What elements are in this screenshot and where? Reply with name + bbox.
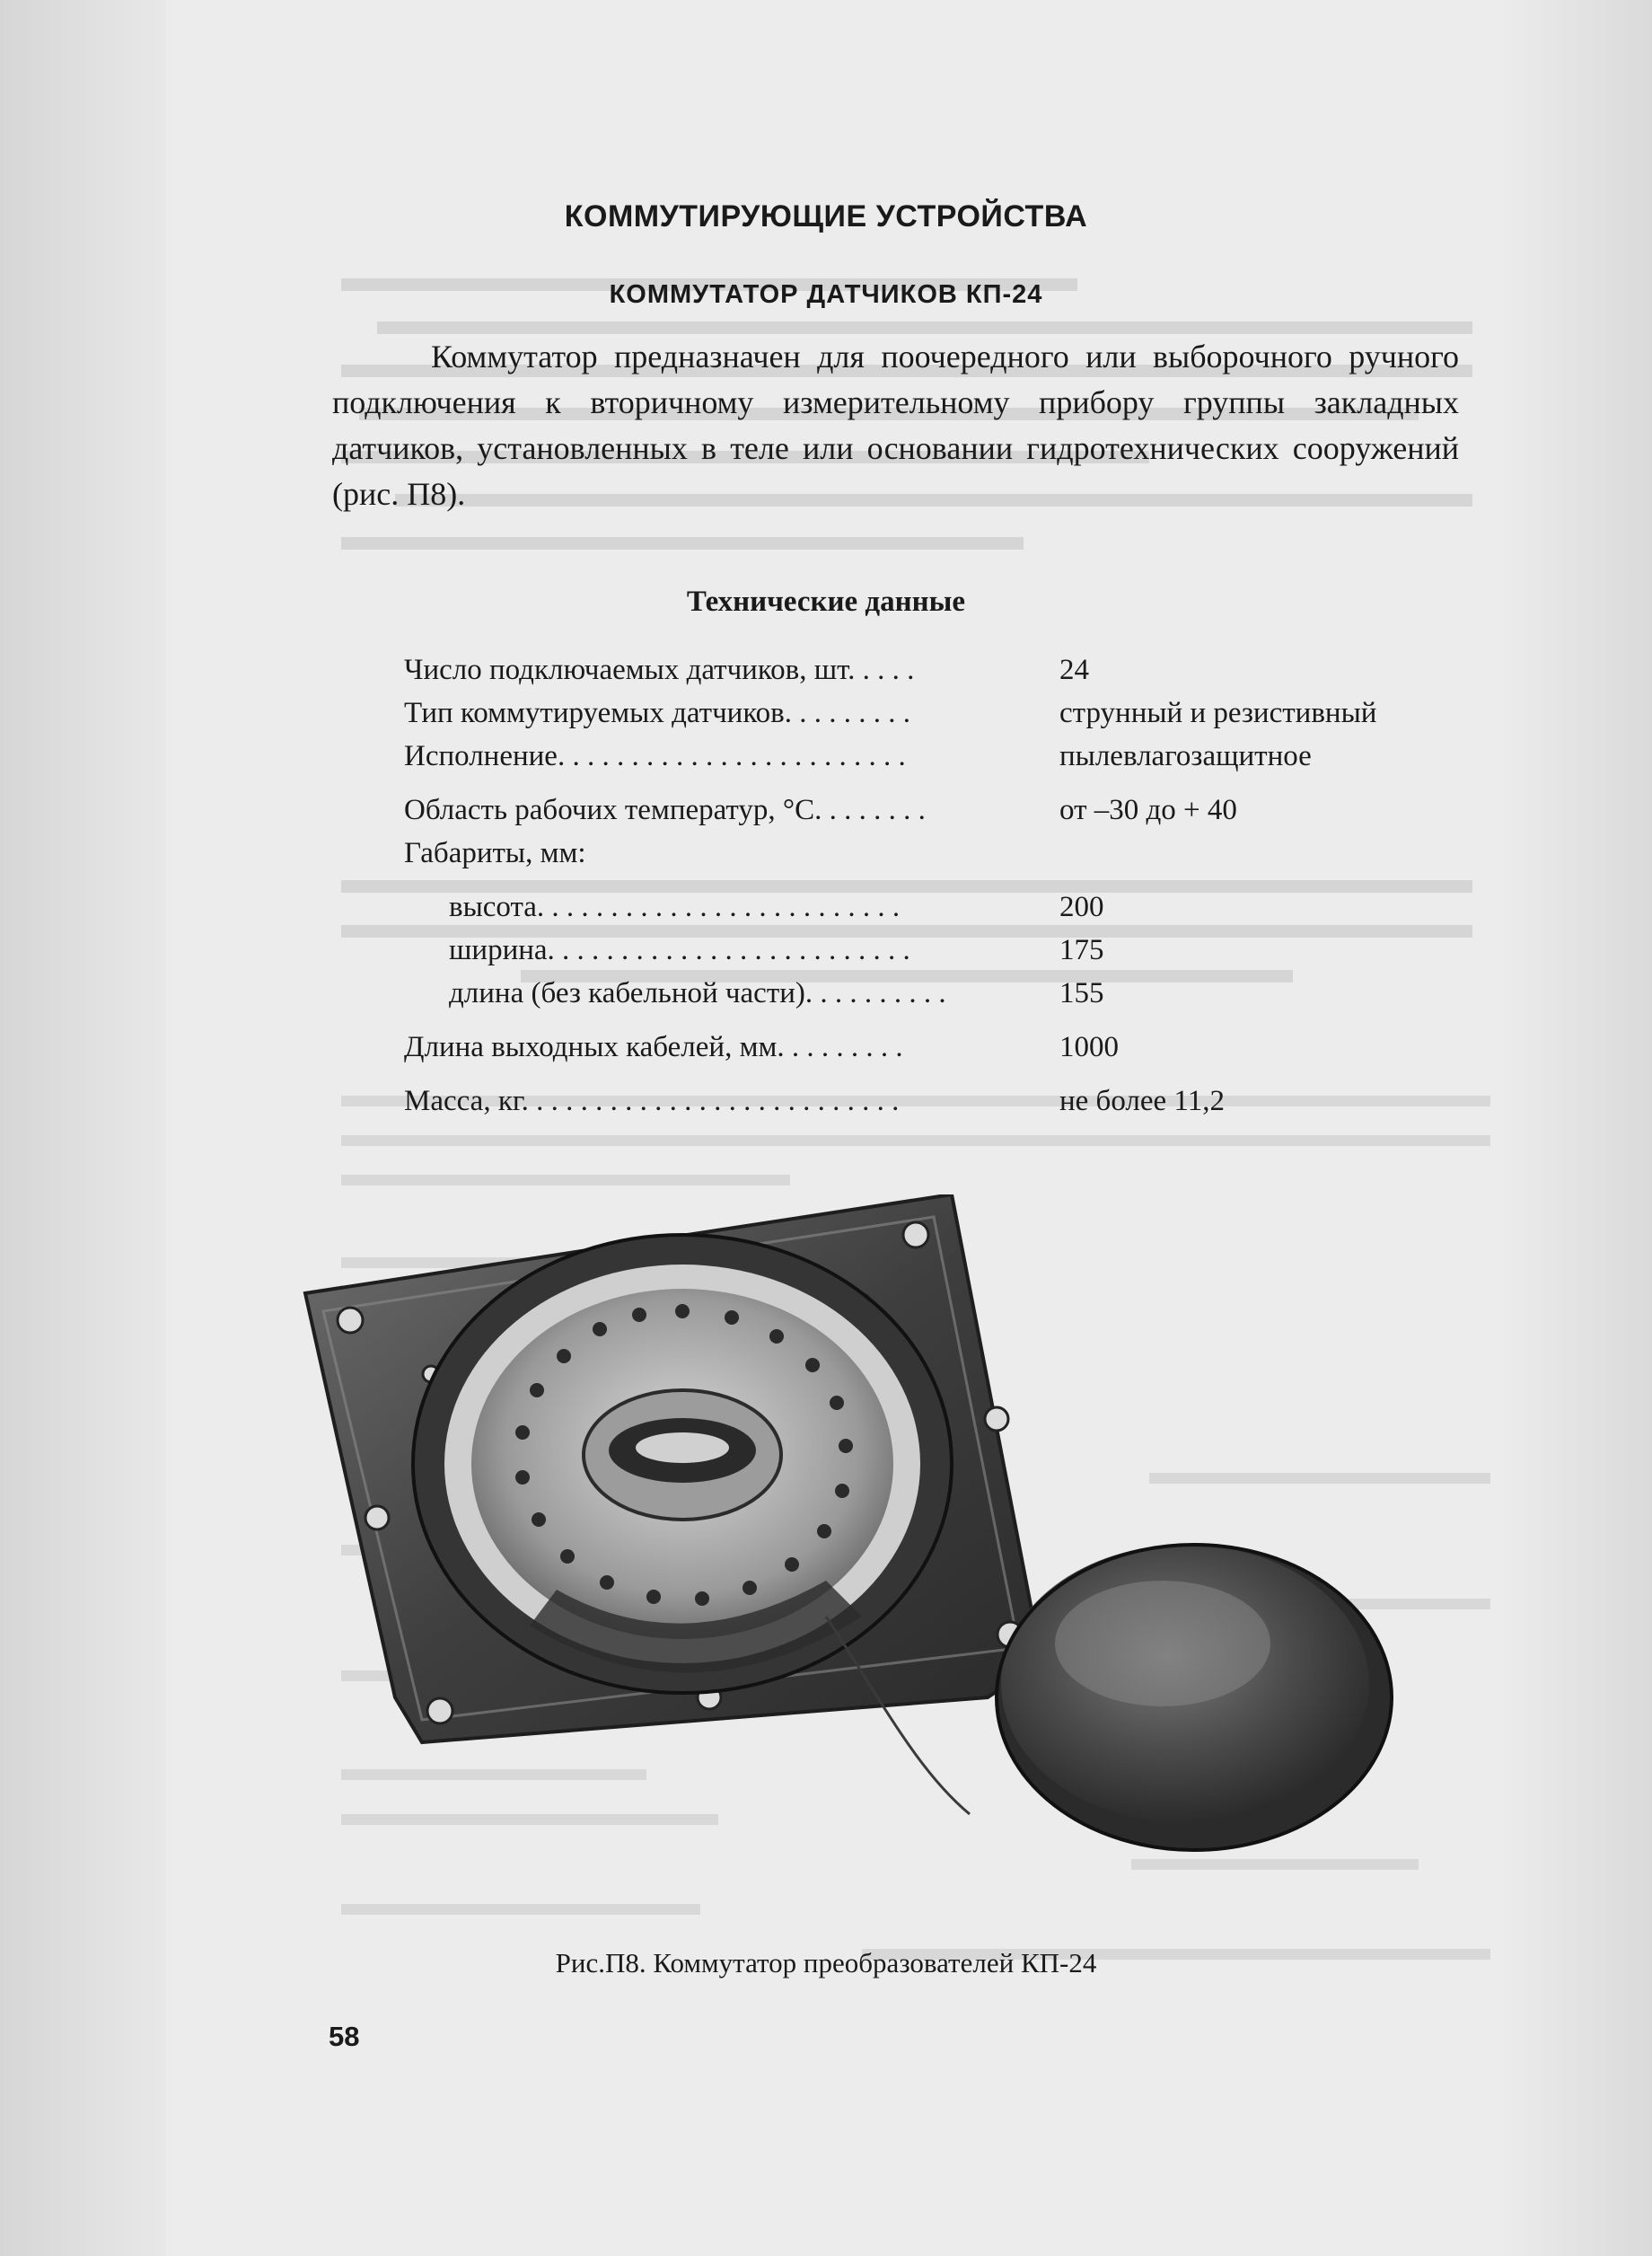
spec-value: 200 [1059,891,1104,923]
spec-row [404,648,1481,692]
spec-row [404,972,1481,1015]
spec-label: высота. . . . . . . . . . . . . . . . . . . . . . . . . [449,891,901,923]
scan-edge-left [0,0,166,2256]
spec-value: пылевлагозащитное [1059,740,1312,772]
page-number: 58 [329,2021,360,2052]
specs-list [404,648,1481,1123]
spec-row [404,1080,1481,1123]
spec-row [404,692,1481,735]
spec-label: Длина выходных кабелей, мм. . . . . . . . . [404,1031,903,1063]
device-title: КОММУТАТОР ДАТЧИКОВ КП-24 [609,280,1043,309]
device-photo [287,1194,1410,1940]
section-title: КОММУТИРУЮЩИЕ УСТРОЙСТВА [564,199,1088,234]
spec-value: 1000 [1059,1031,1119,1063]
spec-label: Тип коммутируемых датчиков. . . . . . . . . [404,697,911,729]
scan-edge-right [1499,0,1652,2256]
spec-label: Число подключаемых датчиков, шт. . . . . [404,654,915,686]
specs-heading: Технические данные [686,586,966,618]
spec-value: 24 [1059,654,1089,686]
spec-row [404,1026,1481,1069]
spec-label: Масса, кг. . . . . . . . . . . . . . . . . . . . . . . . . . [404,1085,900,1117]
spec-value: от –30 до + 40 [1059,794,1237,826]
spec-row [404,886,1481,929]
spec-value: 175 [1059,934,1104,966]
spec-row [404,929,1481,972]
switch-lid [997,1545,1392,1850]
figure-caption: Рис.П8. Коммутатор преобразователей КП-24 [555,1947,1097,1978]
spec-label: ширина. . . . . . . . . . . . . . . . . . . . . . . . . [449,934,910,966]
spec-label: Исполнение. . . . . . . . . . . . . . . . . . . . . . . . [404,740,906,772]
spec-value: 155 [1059,977,1104,1009]
spec-row [404,832,1481,875]
spec-value: не более 11,2 [1059,1085,1225,1117]
spec-label: Область рабочих температур, °С. . . . . . . . [404,794,926,826]
intro-paragraph: Коммутатор предназначен для поочередного или выборочного ручного подключения к вторичному измерительному прибору группы закладных датчиков, установленных в теле или основании гидротехнических сооружений (рис. П8). [332,339,1459,512]
spec-label: длина (без кабельной части). . . . . . . . . . [449,977,946,1009]
spec-label: Габариты, мм: [404,837,586,869]
switch-body [305,1194,1041,1742]
spec-row [404,735,1481,778]
spec-row [404,789,1481,832]
spec-value: струнный и резистивный [1059,697,1377,729]
